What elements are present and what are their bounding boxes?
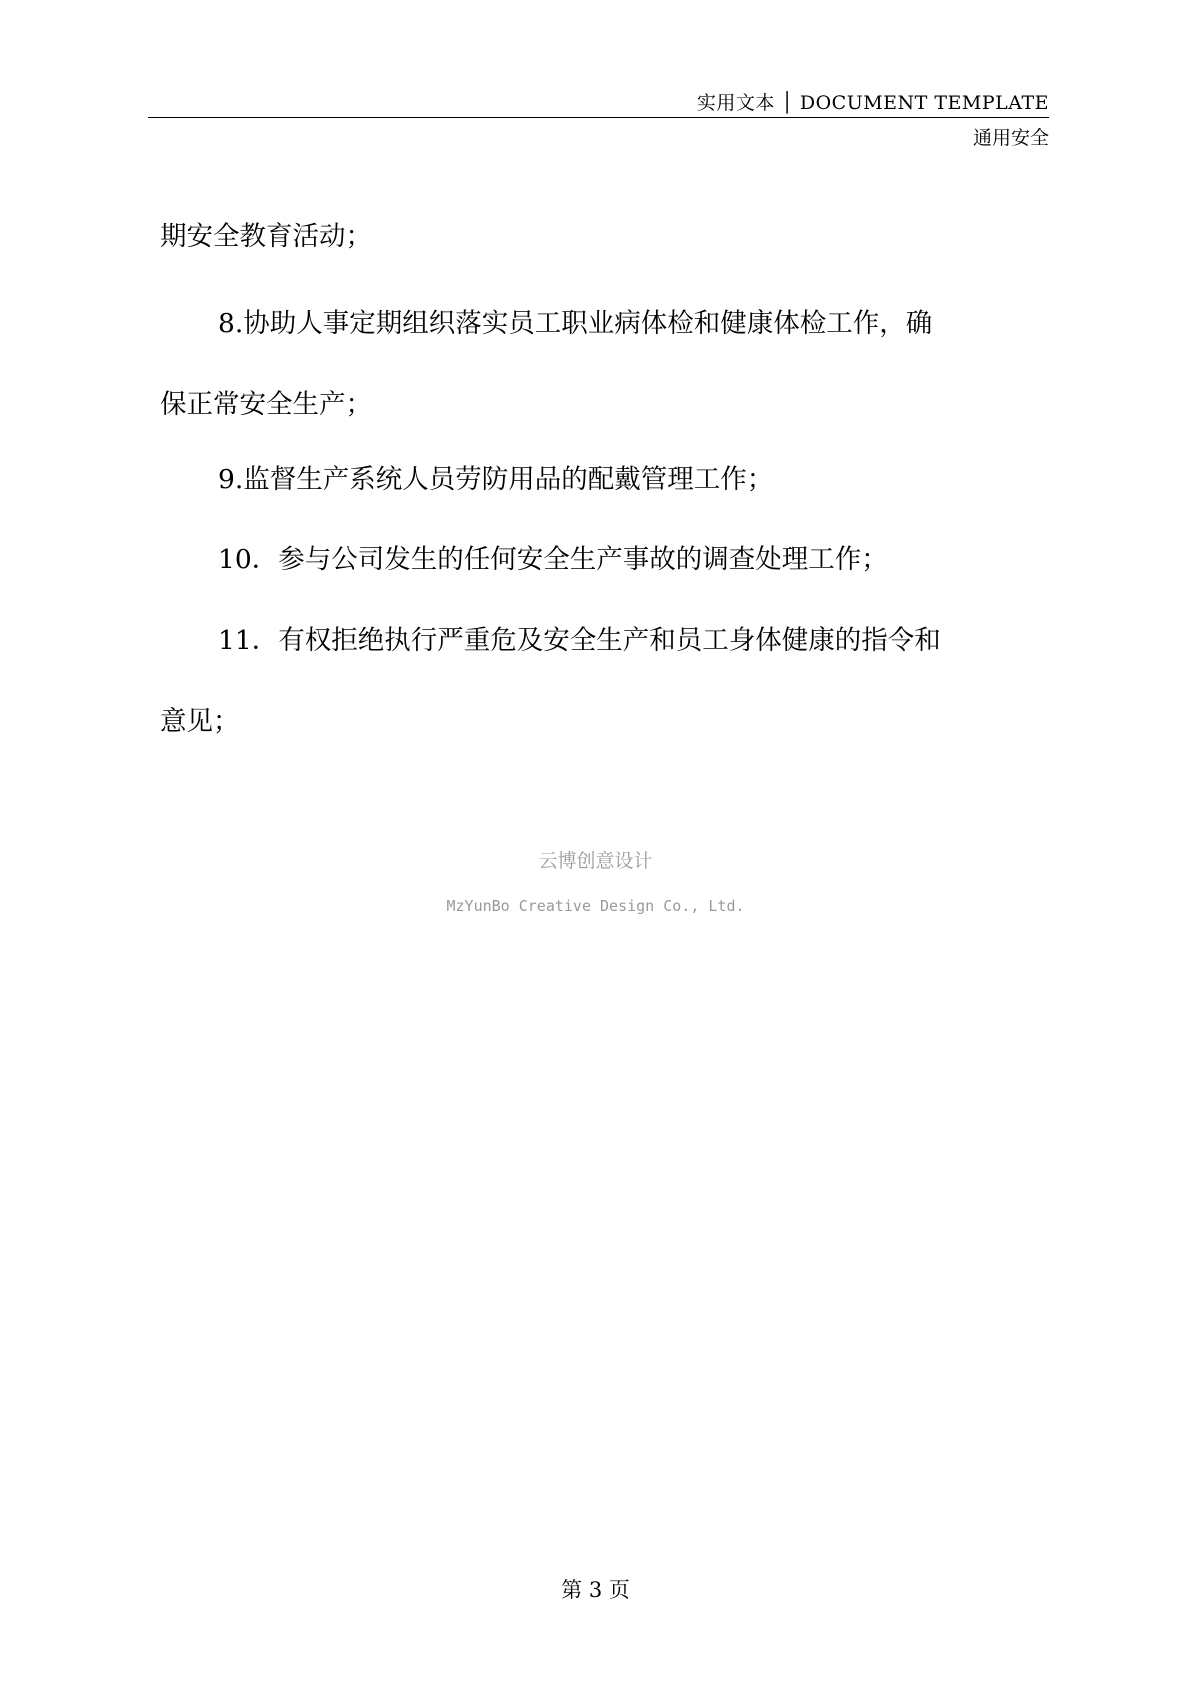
body-line: 保正常安全生产； xyxy=(160,389,372,420)
watermark-company-en: MzYunBo Creative Design Co., Ltd. xyxy=(446,897,745,915)
watermark-company-cn: 云博创意设计 xyxy=(538,850,653,872)
body-line: 意见； xyxy=(160,706,240,737)
body-line: 10．参与公司发生的任何安全生产事故的调查处理工作； xyxy=(218,544,888,575)
body-line: 8.协助人事定期组织落实员工职业病体检和健康体检工作，确 xyxy=(218,308,933,339)
header-subtitle: 通用安全 xyxy=(972,127,1049,149)
header-title: 实用文本 │ DOCUMENT TEMPLATE xyxy=(696,92,1049,114)
body-line: 11．有权拒绝执行严重危及安全生产和员工身体健康的指令和 xyxy=(218,625,941,656)
header-divider xyxy=(148,117,1049,118)
page-number: 第 3 页 xyxy=(561,1578,630,1602)
body-line: 期安全教育活动； xyxy=(160,221,372,252)
body-line: 9.监督生产系统人员劳防用品的配戴管理工作； xyxy=(218,464,774,495)
